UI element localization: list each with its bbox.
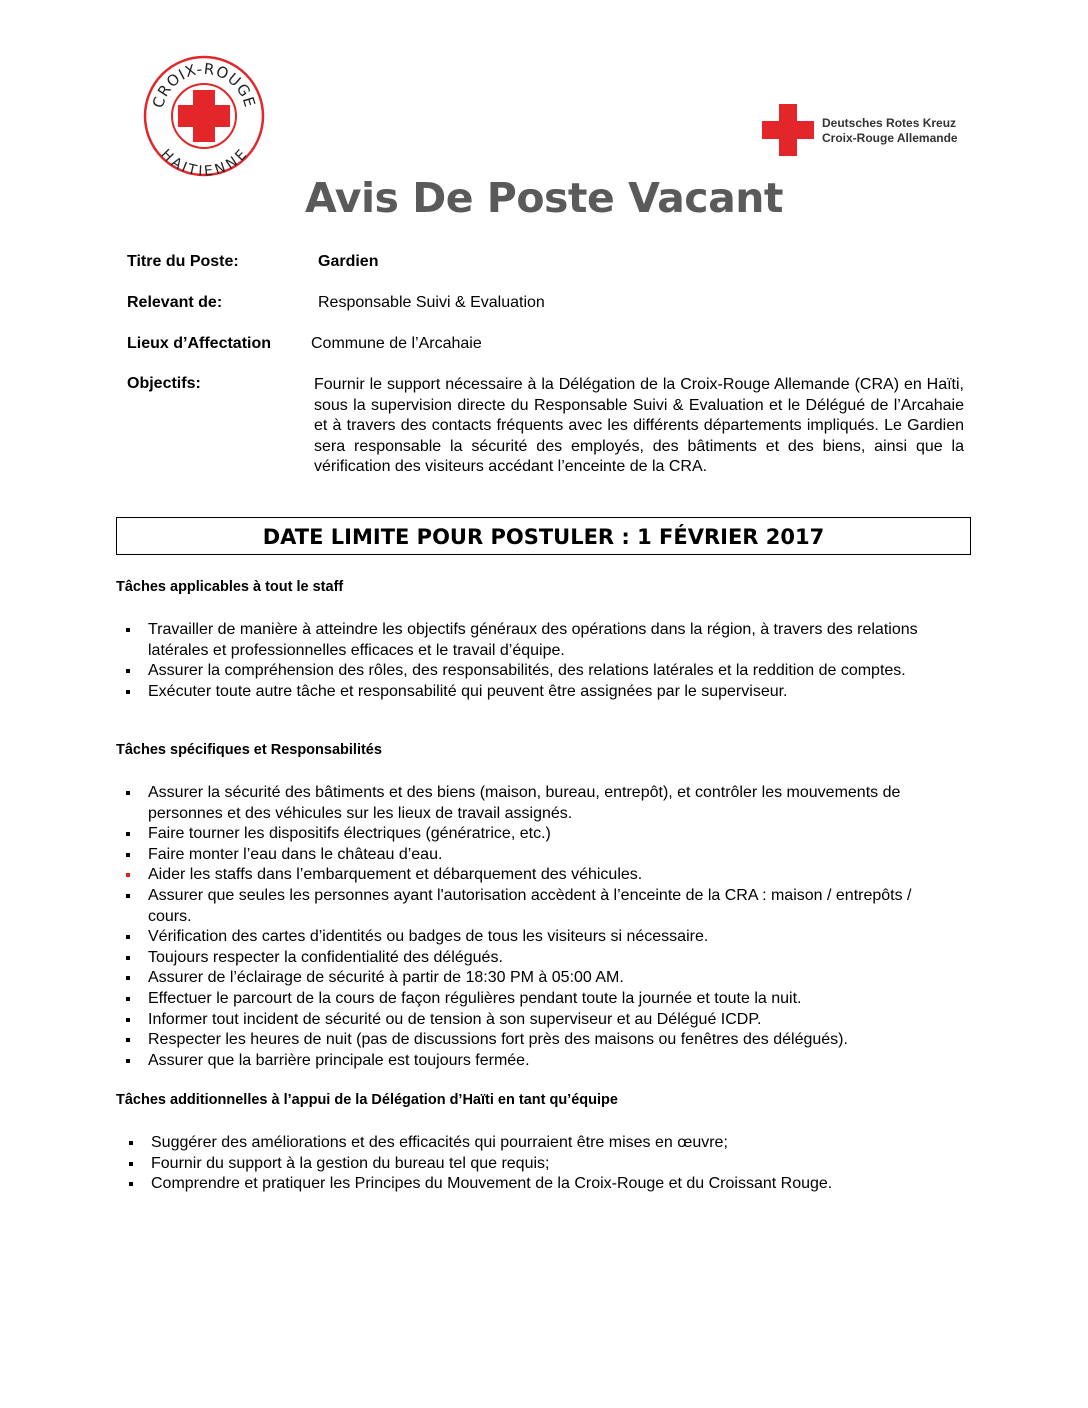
list-item: Faire tourner les dispositifs électriques (génératrice, etc.) xyxy=(126,824,946,845)
section-heading-additional: Tâches additionnelles à l’appui de la Délégation d’Haïti en tant qu’équipe xyxy=(116,1092,618,1108)
list-item: Fournir du support à la gestion du bureau tel que requis; xyxy=(129,1154,949,1175)
croix-rouge-haitienne-seal-icon xyxy=(142,54,266,178)
list-item: Exécuter toute autre tâche et responsabilité qui peuvent être assignées par le superviseur. xyxy=(126,682,946,703)
lieux-value: Commune de l’Arcahaie xyxy=(311,335,482,352)
relevant-label: Relevant de: xyxy=(127,294,223,311)
drk-line-2: Croix-Rouge Allemande xyxy=(822,131,958,145)
list-item: Toujours respecter la confidentialité des délégués. xyxy=(126,948,946,969)
page-title: Avis De Poste Vacant xyxy=(304,174,784,222)
list-item: Assurer la sécurité des bâtiments et des biens (maison, bureau, entrepôt), et contrôler les mouvements de personnes et des véhicules sur les lieux de travail assignés. xyxy=(126,783,946,824)
red-cross-icon xyxy=(762,104,814,156)
list-item: Suggérer des améliorations et des efficacités qui pourraient être mises en œuvre; xyxy=(129,1133,949,1154)
deadline-banner: DATE LIMITE POUR POSTULER : 1 FÉVRIER 2017 xyxy=(116,517,971,555)
list-item: Assurer que la barrière principale est toujours fermée. xyxy=(126,1051,946,1072)
list-item: Respecter les heures de nuit (pas de discussions fort près des maisons ou fenêtres des délégués). xyxy=(126,1030,946,1051)
additional-task-list xyxy=(129,1133,949,1195)
objectifs-label: Objectifs: xyxy=(127,375,201,392)
relevant-value: Responsable Suivi & Evaluation xyxy=(318,294,545,311)
lieux-label: Lieux d’Affectation xyxy=(127,335,272,352)
list-item: Vérification des cartes d’identités ou badges de tous les visiteurs si nécessaire. xyxy=(126,927,946,948)
staff-task-list xyxy=(126,620,946,702)
list-item: Aider les staffs dans l’embarquement et débarquement des véhicules. xyxy=(126,865,946,886)
poste-label: Titre du Poste: xyxy=(127,253,239,270)
section-heading-specific: Tâches spécifiques et Responsabilités xyxy=(116,742,382,758)
list-item: Effectuer le parcourt de la cours de façon régulières pendant toute la journée et toute la nuit. xyxy=(126,989,946,1010)
list-item: Faire monter l’eau dans le château d’eau. xyxy=(126,845,946,866)
drk-logo xyxy=(762,104,972,160)
list-item: Travailler de manière à atteindre les objectifs généraux des opérations dans la région, à travers des relations latérales et professionnelles efficaces et le travail d’équipe. xyxy=(126,620,946,661)
section-heading-staff: Tâches applicables à tout le staff xyxy=(116,579,344,595)
poste-value: Gardien xyxy=(318,253,379,270)
list-item: Comprendre et pratiquer les Principes du Mouvement de la Croix-Rouge et du Croissant Rouge. xyxy=(129,1174,949,1195)
drk-line-1: Deutsches Rotes Kreuz xyxy=(822,116,957,130)
list-item: Assurer la compréhension des rôles, des responsabilités, des relations latérales et la reddition de comptes. xyxy=(126,661,946,682)
objectifs-value: Fournir le support nécessaire à la Délégation de la Croix-Rouge Allemande (CRA) en Haïti, sous la supervision directe du Responsable Suivi & Evaluation et le Délégué de l’Arcahaie et à travers des contacts fréquents avec les différents départements impliqués. Le Gardien sera responsable la sécurité des employés, des bâtiments et des biens, ainsi que la vérification des visiteurs accédant l’enceinte de la CRA. xyxy=(314,376,964,476)
seal-text-bottom: HAITIENNE xyxy=(157,146,251,178)
specific-task-list xyxy=(126,783,946,1071)
croix-rouge-haitienne-logo xyxy=(142,54,266,178)
list-item: Assurer de l’éclairage de sécurité à partir de 18:30 PM à 05:00 AM. xyxy=(126,968,946,989)
seal-text-top: CROIX-ROUGE xyxy=(148,59,260,111)
list-item: Assurer que seules les personnes ayant l'autorisation accèdent à l’enceinte de la CRA : maison / entrepôts / cours. xyxy=(126,886,946,927)
list-item: Informer tout incident de sécurité ou de tension à son superviseur et au Délégué ICDP. xyxy=(126,1010,946,1031)
